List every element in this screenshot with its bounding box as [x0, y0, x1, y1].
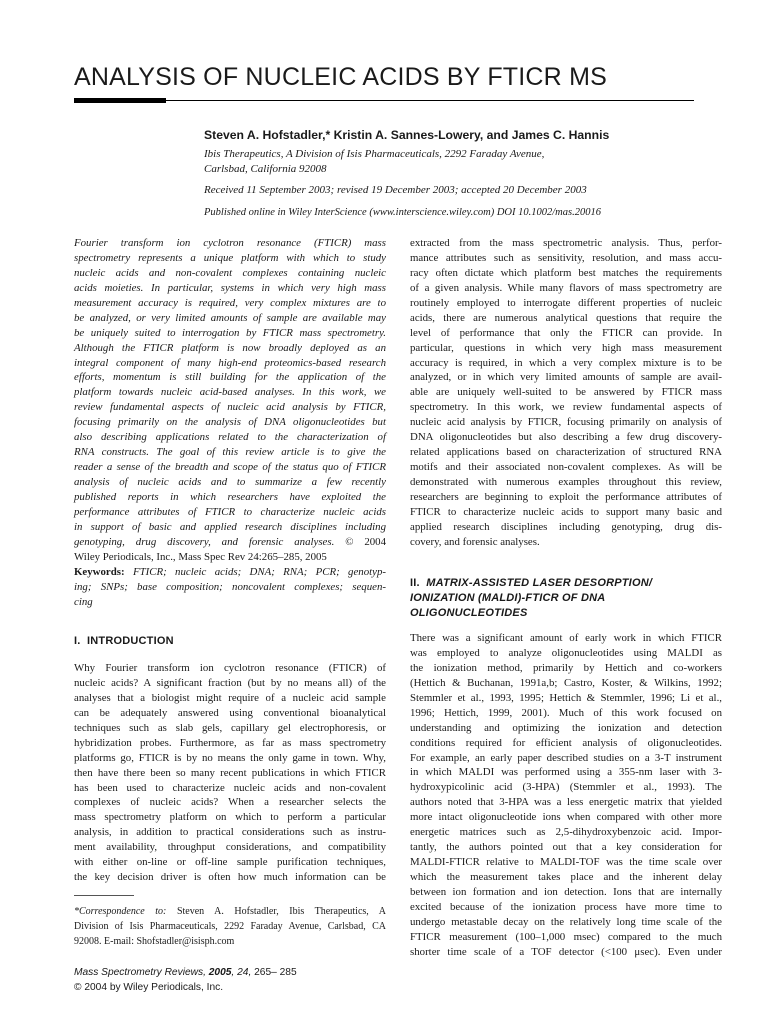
abstract-line: focusing primarily on the analysis of DNA oligonucleotides but [74, 416, 386, 429]
keywords-text: ing; SNPs; base composition; noncovalent complexes; sequen- [74, 580, 386, 593]
paragraph-line: acids, there are numerous analytical questions that require the [410, 311, 722, 324]
section-number: II. [410, 577, 420, 589]
abstract-line: spectrometry represents a unique platform with which to study [74, 251, 386, 264]
journal-name: Mass Spectrometry Reviews, [74, 967, 206, 978]
paragraph-line: analyzed, or in which very limited amounts of sample are avail- [410, 371, 722, 384]
paragraph-line: energetic matrices such as 2,5-dihydroxybenzoic acid. Impor- [410, 826, 722, 839]
received-dates: Received 11 September 2003; revised 19 December 2003; accepted 20 December 2003 [204, 184, 587, 196]
author-list: Steven A. Hofstadler,* Kristin A. Sannes-Lowery, and James C. Hannis [204, 128, 610, 142]
section-title: INTRODUCTION [87, 635, 174, 647]
section-title-line: OLIGONUCLEOTIDES [410, 607, 528, 619]
footnote-label: *Correspondence to: [74, 906, 167, 917]
paragraph-line: related applications based on characterization of structured RNA [410, 446, 722, 459]
introduction-text [74, 661, 386, 885]
paragraph-line: mance attributes such as sensitivity, resolution, and mass accu- [410, 251, 722, 264]
abstract-line: in support of basic and applied research disciplines including [74, 520, 386, 533]
abstract-line: efforts, momentum is still building for the application of the [74, 371, 386, 384]
copyright-symbol: © [345, 535, 354, 548]
section-heading-maldi [410, 576, 652, 621]
paragraph-line: covery, and forensic analyses. [410, 535, 540, 548]
paragraph-line: applied research disciplines including genotyping, drug dis- [410, 520, 722, 533]
abstract-copyright-line [74, 535, 386, 550]
section-title-line: MATRIX-ASSISTED LASER DESORPTION/ [426, 577, 653, 589]
section-number: I. [74, 635, 81, 647]
paragraph-line: authors noted that 3-HPA was a less energetic matrix that yielded [410, 796, 722, 809]
paragraph-line: researchers are beginning to exploit the performance attributes of [410, 490, 722, 503]
paragraph-line: demonstrated with numerous examples throughout this review, [410, 476, 722, 488]
paragraph-line: conditions required for efficient analysis of oligonucleotides. [410, 736, 722, 749]
paragraph-line: accuracy is required, in which a very complex mixture is to be [410, 356, 722, 369]
paragraph-line: ment availability, throughput considerations, and compatibility [74, 841, 386, 854]
paragraph-line: the ionization method, primarily by Hettich and co-workers [410, 661, 722, 674]
paragraph-line: level of performance that only the FTICR can provide. In [410, 326, 722, 339]
footnote-line [74, 904, 386, 919]
footnote-line: 92008. E-mail: Shofstadler@isisph.com [74, 936, 235, 947]
abstract-line: analysis of nucleic acids and to summarize a few recently [74, 476, 386, 488]
introduction-continued [410, 236, 722, 550]
keywords-label: Keywords: [74, 565, 125, 578]
journal-citation: Mass Spectrometry Reviews, 2005, 24, 265– 285 [74, 967, 297, 978]
abstract-line: integral component of many high-end proteomics-based research [74, 356, 386, 369]
journal-volume: 24, [237, 967, 252, 978]
keywords-text: FTICR; nucleic acids; DNA; RNA; PCR; genotyp- [124, 565, 386, 578]
abstract-line: acids moieties. In particular, systems in which very high mass [74, 281, 386, 294]
paragraph-line: shorter time scale of a TOF detector (<100 μsec). Even under [410, 945, 722, 958]
paragraph-line: between ion formation and ion detection. Ions that are internally [410, 885, 722, 898]
footnote-rule [74, 895, 134, 896]
paragraph-line: routinely employed to interrogate different properties of nucleic [410, 296, 722, 309]
affiliation-line: Carlsbad, California 92008 [204, 163, 327, 175]
affiliation-line: Ibis Therapeutics, A Division of Isis Pharmaceuticals, 2292 Faraday Avenue, [204, 148, 545, 160]
abstract-last-line: genotyping, drug discovery, and forensic analyses. [74, 535, 335, 548]
journal-pages: 265– 285 [254, 967, 297, 978]
abstract-line: Although the FTICR platform is now broadly deployed as an [74, 341, 386, 354]
paragraph-line: platforms go, FTICR is by no means the only game in town. Why, [74, 751, 386, 764]
abstract-line: review fundamental aspects of nucleic acid analysis by FTICR, [74, 401, 386, 414]
paragraph-line: then have there been so many recent publications in which FTICR [74, 766, 386, 779]
paragraph-line: MALDI-FTICR relative to MALDI-TOF was the time scale over [410, 856, 722, 869]
paragraph-line: 1996; Hettich, 1999, 2001). Much of this work focused on [410, 706, 722, 719]
footnote-text: Steven A. Hofstadler, Ibis Therapeutics, A [166, 906, 386, 917]
abstract-line: be uniquely suited to interrogation by FTICR mass spectrometry. [74, 326, 386, 339]
journal-copyright: © 2004 by Wiley Periodicals, Inc. [74, 982, 224, 993]
paragraph-line: particular, questions in which very high mass measurement [410, 341, 722, 354]
abstract-line: performance attributes of FTICR to characterize nucleic acids [74, 505, 386, 518]
paragraph-line: racy often dictate which platform best matches the requirements [410, 266, 722, 279]
journal-year: 2005 [208, 967, 232, 978]
paragraph-line: For example, an early paper described studies on a 3-T instrument [410, 751, 722, 764]
abstract-line: measurement accuracy is required, very complex mixtures are to [74, 296, 386, 309]
paragraph-line: of a given analysis. While many flavors of mass spectrometry are [410, 281, 722, 294]
abstract [74, 236, 386, 609]
abstract-line: Fourier transform ion cyclotron resonance (FTICR) mass [74, 237, 386, 249]
abstract-line: be analyzed, or very limited amounts of sample are available may [74, 311, 386, 324]
paragraph-line: motifs and their associated non-covalent complexes. As will be [410, 461, 722, 474]
paragraph-line: with either on-line or off-line sample purification techniques, [74, 856, 386, 869]
paragraph-line: has been used to characterize nucleic acids and non-covalent [74, 781, 386, 794]
paragraph-line: extracted from the mass spectrometric analysis. Thus, perfor- [410, 237, 722, 249]
paragraph-line: techniques such as slab gels, capillary gel electrophoresis, or [74, 721, 386, 734]
paragraph-line: was employed to analyze oligonucleotides using MALDI as [410, 646, 722, 659]
paragraph-line: nucleic acids? A significant fraction (but by no means all) of the [74, 676, 386, 689]
paragraph-line: nucleic acid analysis by FTICR, focusing primarily on analysis of [410, 416, 722, 429]
section-title-line: IONIZATION (MALDI)-FTICR OF DNA [410, 592, 606, 604]
paragraph-line: hybridization probes. Furthermore, as far as mass spectrometry [74, 736, 386, 749]
publisher-line: Wiley Periodicals, Inc., Mass Spec Rev 24:265–285, 2005 [74, 550, 327, 563]
abstract-line: also describing applications related to the characterization of [74, 431, 386, 444]
footnote-line: Division of Isis Pharmaceuticals, 2292 Faraday Avenue, Carlsbad, CA [74, 921, 386, 932]
paragraph-line: more intact oligonucleotide ions when compared with other more [410, 811, 722, 824]
paragraph-line: FTICR measurement (100–1,000 msec) compared to the much [410, 930, 722, 943]
paragraph-line: FTICR to characterize nucleic acids to support many basic and [410, 505, 722, 518]
paragraph-line: Why Fourier transform ion cyclotron resonance (FTICR) of [74, 662, 386, 674]
paragraph-line: analyses that a biologist might require of a nucleic acid sample [74, 691, 386, 704]
paragraph-line: tantly, the authors pointed out that a key consideration for [410, 841, 722, 854]
copyright-year: 2004 [364, 535, 387, 548]
published-online: Published online in Wiley InterScience (www.interscience.wiley.com) DOI 10.1002/mas.20016 [204, 207, 601, 218]
paragraph-line: spectrometry. In this work, we review fundamental aspects of [410, 401, 722, 414]
keywords-text: cing [74, 595, 93, 608]
paragraph-line: complexes of nucleic acids? When a researcher selects the [74, 796, 386, 809]
abstract-line: platform towards nucleic acid-based analyses. In this work, we [74, 386, 386, 399]
title-rule-accent [74, 98, 166, 103]
paragraph-line: which the measurement takes place and the inherent delay [410, 871, 722, 883]
paragraph-line: understanding and optimizing the ionization and detection [410, 721, 722, 734]
paragraph-line: able are uniquely well-suited to be answered by FTICR mass [410, 386, 722, 399]
paragraph-line: the key decision driver is often how much information can be [74, 871, 386, 884]
section-2-text [410, 631, 722, 960]
abstract-line: reader a sense of the breadth and scope of the status quo of FTICR [74, 461, 386, 474]
section-heading-introduction [74, 634, 174, 649]
paragraph-line: hydroxypicolinic acid (3-HPA) (Stemmler et al., 1993). The [410, 781, 722, 794]
article-title: ANALYSIS OF NUCLEIC ACIDS BY FTICR MS [74, 63, 607, 91]
paragraph-line: excited because of the ionization process have more time to [410, 900, 722, 913]
paragraph-line: analysis, in addition to practical considerations such as instru- [74, 826, 386, 839]
footnote [74, 904, 386, 949]
abstract-text [74, 236, 386, 535]
paragraph-line: Stemmler et al., 1993, 1995; Hettich & Stemmler, 1996; Li et al., [410, 691, 722, 704]
abstract-line: RNA constructs. The goal of this review article is to give the [74, 446, 386, 459]
paragraph-line: There was a significant amount of early work in which FTICR [410, 632, 722, 644]
paragraph-line: undergo metastable decay on the relatively long time scale of the [410, 915, 722, 928]
paragraph-line: (Hettich & Buchanan, 1991a,b; Castro, Koster, & Wilkins, 1992; [410, 676, 722, 689]
paragraph-line: DNA oligonucleotides but also describing a few drug discovery- [410, 431, 722, 444]
paragraph-line: can be adequately answered using conventional bioanalytical [74, 706, 386, 719]
title-rule [74, 100, 694, 101]
abstract-line: nucleic acids and non-covalent complexes containing nucleic [74, 266, 386, 279]
abstract-line: published reports in which researchers have exploited the [74, 490, 386, 503]
journal-footer [74, 965, 297, 995]
paragraph-line: in which MALDI was performed using a 355-nm laser with 3- [410, 766, 722, 779]
paragraph-line: mass spectrometry platform on which to perform a particular [74, 811, 386, 824]
keywords-line [74, 565, 386, 580]
